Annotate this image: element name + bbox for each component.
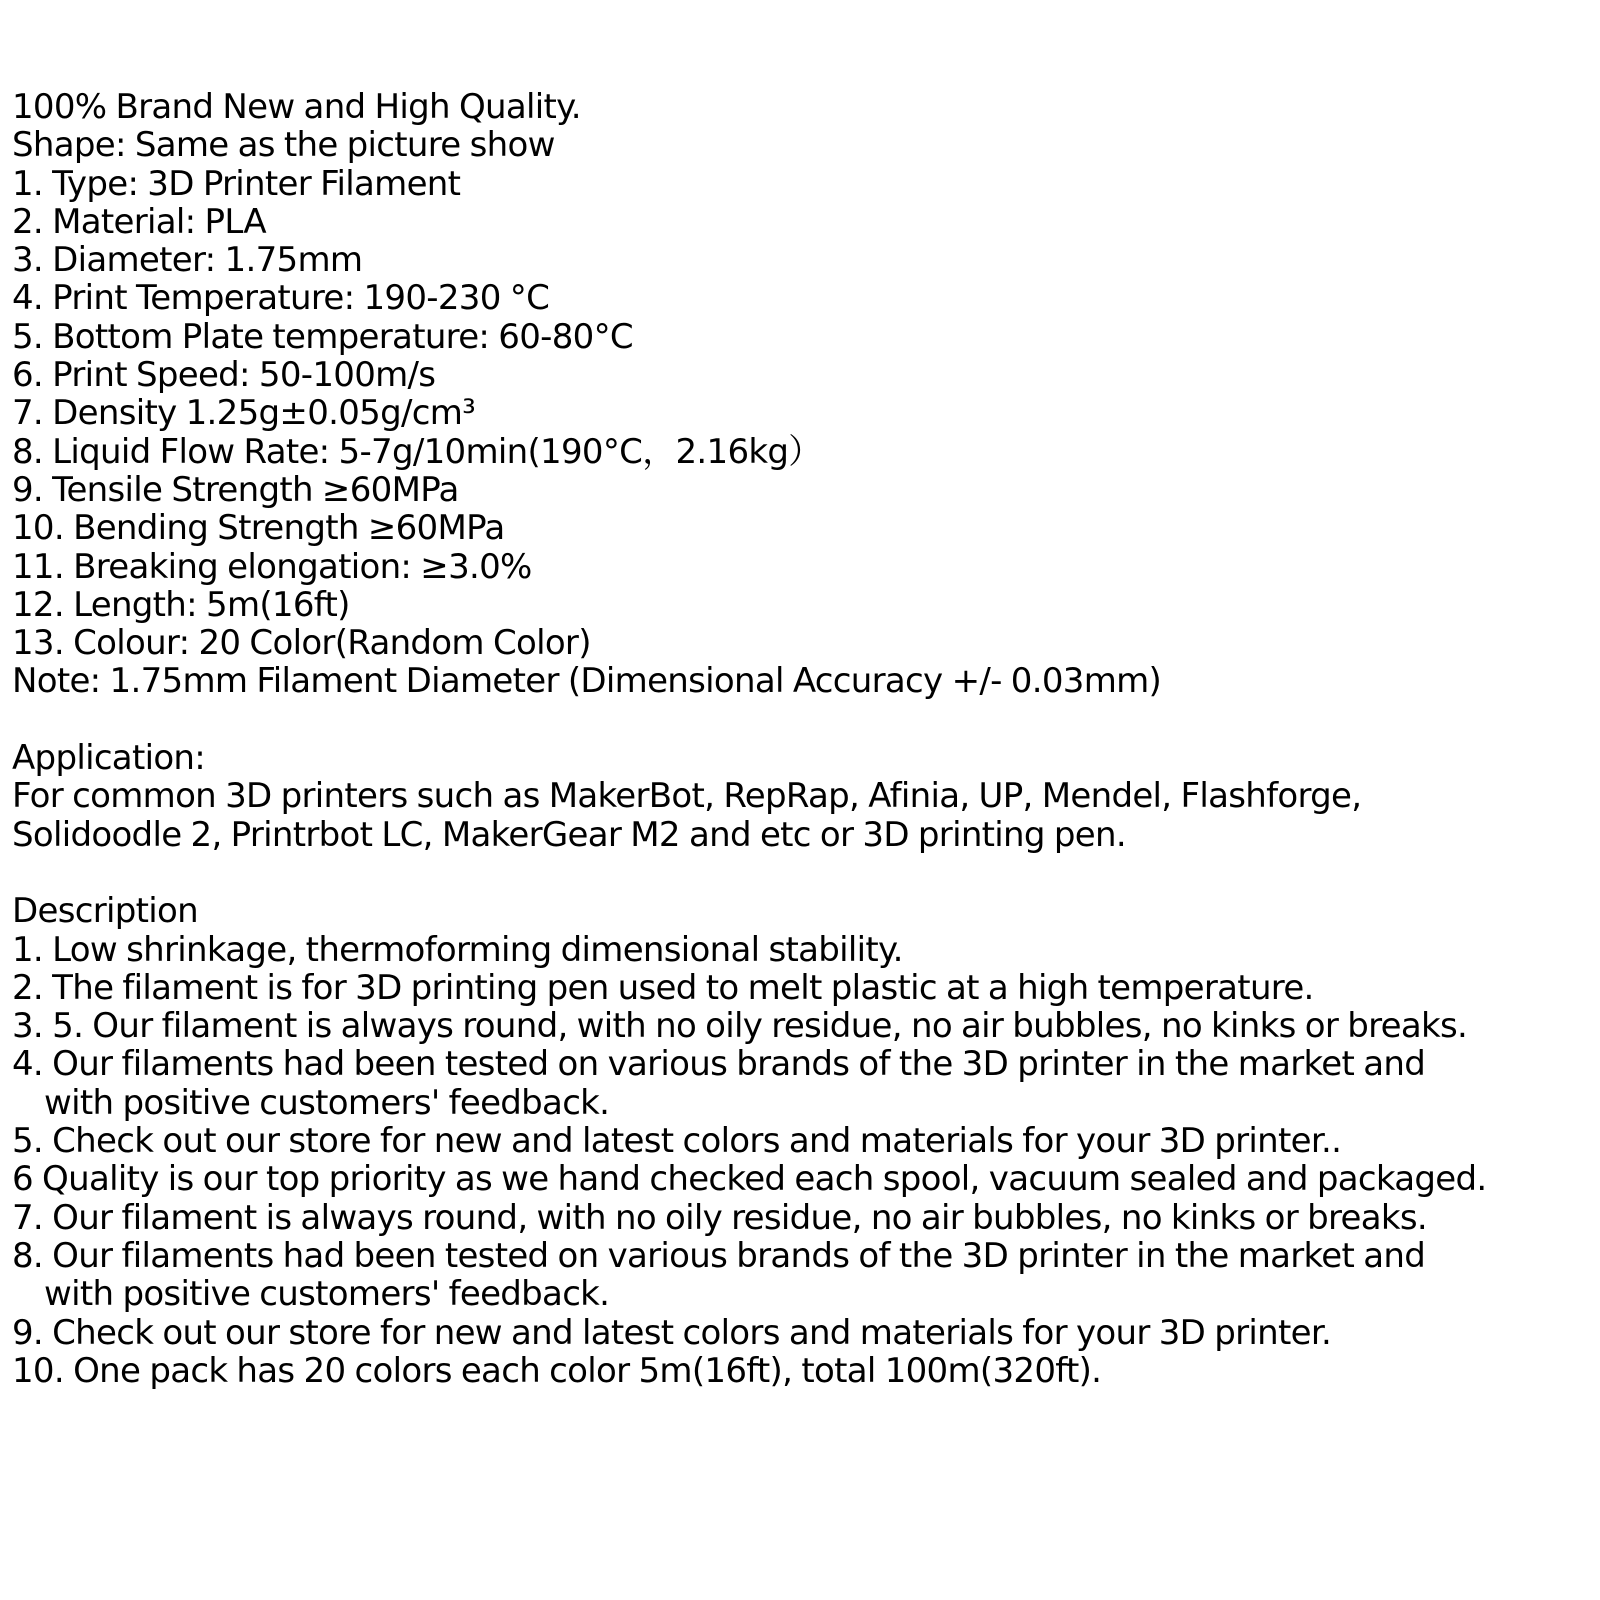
description-item-continuation: with positive customers' feedback. [44, 1082, 610, 1123]
intro-line: Shape: Same as the picture show [12, 125, 555, 166]
application-text: Solidoodle 2, Printrbot LC, MakerGear M2 and etc or 3D printing pen. [12, 814, 1126, 855]
spec-item: 9. Tensile Strength ≥60MPa [12, 469, 459, 510]
description-item: 7. Our filament is always round, with no oily residue, no air bubbles, no kinks or breaks. [12, 1197, 1427, 1238]
spec-item: 8. Liquid Flow Rate: 5-7g/10min(190°C，2.16kg） [12, 431, 822, 472]
application-text: For common 3D printers such as MakerBot, RepRap, Afinia, UP, Mendel, Flashforge, [12, 776, 1362, 817]
description-item: 3. 5. Our filament is always round, with no oily residue, no air bubbles, no kinks or breaks. [12, 1006, 1468, 1047]
description-item: 6 Quality is our top priority as we hand checked each spool, vacuum sealed and packaged. [12, 1159, 1487, 1200]
description-section [12, 892, 1592, 1390]
description-item: 10. One pack has 20 colors each color 5m(16ft), total 100m(320ft). [12, 1350, 1102, 1391]
section-spacer [12, 701, 1592, 739]
description-item: 5. Check out our store for new and latest colors and materials for your 3D printer.. [12, 1121, 1342, 1162]
spec-note: Note: 1.75mm Filament Diameter (Dimensional Accuracy +/- 0.03mm) [12, 661, 1162, 702]
spec-item: 4. Print Temperature: 190-230 °C [12, 278, 550, 319]
spec-item: 3. Diameter: 1.75mm [12, 240, 363, 281]
description-item: 4. Our filaments had been tested on various brands of the 3D printer in the market and [12, 1044, 1426, 1085]
specs-section [12, 88, 1592, 701]
description-item: 8. Our filaments had been tested on various brands of the 3D printer in the market and [12, 1235, 1426, 1276]
application-section [12, 739, 1592, 854]
spec-item: 10. Bending Strength ≥60MPa [12, 508, 505, 549]
description-heading: Description [12, 891, 198, 932]
spec-item: 13. Colour: 20 Color(Random Color) [12, 623, 591, 664]
spec-item: 1. Type: 3D Printer Filament [12, 163, 461, 204]
description-item: 1. Low shrinkage, thermoforming dimensional stability. [12, 929, 903, 970]
spec-item: 6. Print Speed: 50-100m/s [12, 355, 436, 396]
spec-item: 11. Breaking elongation: ≥3.0% [12, 546, 532, 587]
intro-line: 100% Brand New and High Quality. [12, 87, 581, 127]
description-item: 2. The filament is for 3D printing pen used to melt plastic at a high temperature. [12, 967, 1314, 1008]
description-item: 9. Check out our store for new and latest colors and materials for your 3D printer. [12, 1312, 1332, 1353]
product-description-document [12, 88, 1592, 1390]
spec-item: 5. Bottom Plate temperature: 60-80°C [12, 316, 633, 357]
spec-item: 7. Density 1.25g±0.05g/cm³ [12, 393, 476, 434]
spec-item: 2. Material: PLA [12, 201, 266, 242]
spec-item: 12. Length: 5m(16ft) [12, 584, 350, 625]
section-spacer [12, 854, 1592, 892]
application-heading: Application: [12, 738, 206, 779]
description-item-continuation: with positive customers' feedback. [44, 1274, 610, 1315]
